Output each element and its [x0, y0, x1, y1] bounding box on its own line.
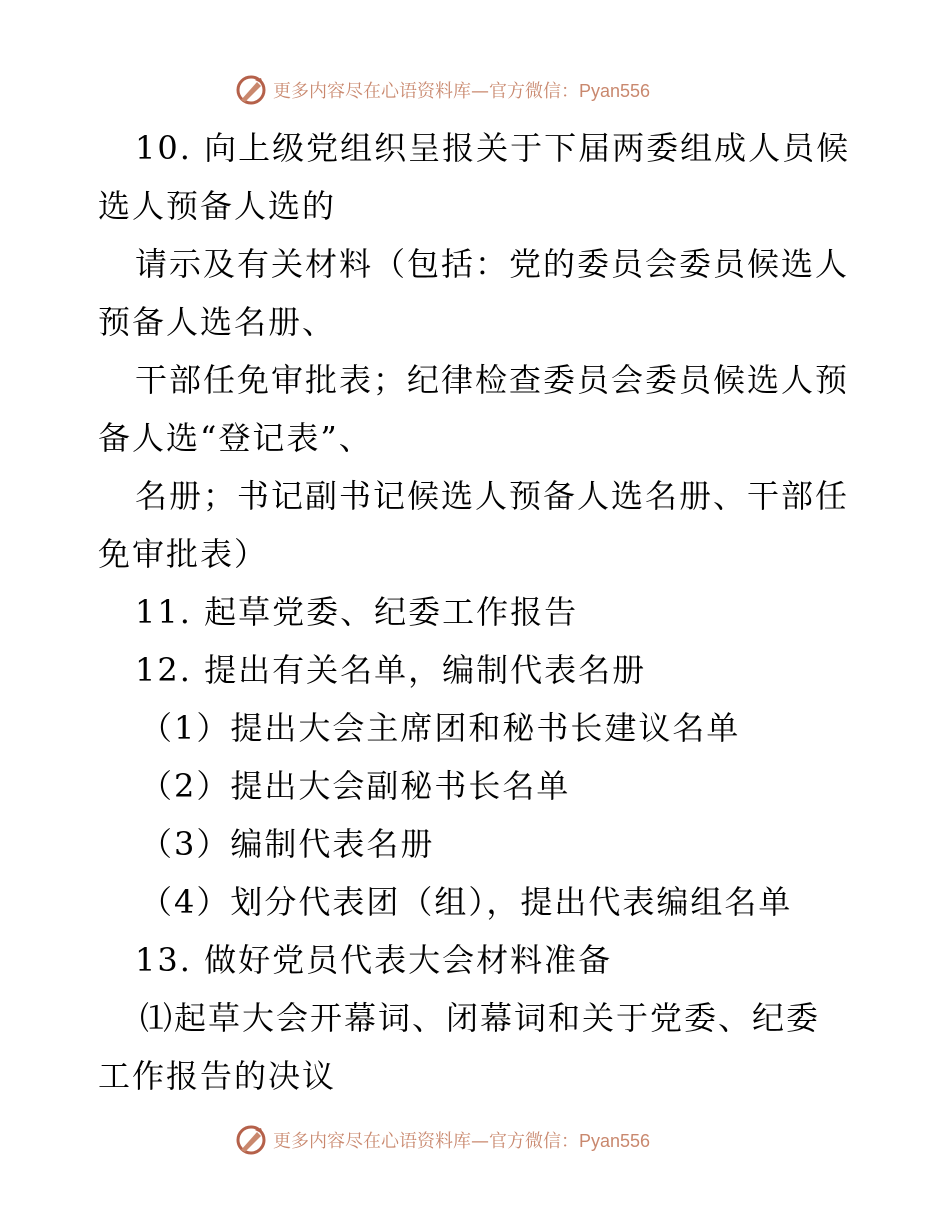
body-line: 工作报告的决议 — [98, 1057, 337, 1095]
body-line: 免审批表） — [98, 535, 269, 573]
watermark-text: 更多内容尽在心语资料库—官方微信：Pyan556 — [273, 81, 651, 102]
body-line: 12. 提出有关名单，编制代表名册 — [135, 651, 647, 689]
body-line: 名册；书记副书记候选人预备人选名册、干部任 — [135, 477, 850, 515]
body-line: （2）提出大会副秘书长名单 — [140, 767, 571, 805]
pen-logo-icon — [235, 1124, 267, 1156]
body-line: 干部任免审批表；纪律检查委员会委员候选人预 — [135, 361, 850, 399]
body-line: 选人预备人选的 — [98, 187, 337, 225]
body-line: 11. 起草党委、纪委工作报告 — [135, 593, 579, 631]
body-line: （1）提出大会主席团和秘书长建议名单 — [140, 709, 741, 747]
body-line: 备人选“登记表”、 — [98, 419, 373, 457]
body-line: 预备人选名册、 — [98, 303, 337, 341]
body-line: 请示及有关材料（包括：党的委员会委员候选人 — [135, 245, 850, 283]
watermark-text: 更多内容尽在心语资料库—官方微信：Pyan556 — [273, 1131, 651, 1152]
body-line: 13. 做好党员代表大会材料准备 — [135, 941, 613, 979]
body-line: （3）编制代表名册 — [140, 825, 435, 863]
watermark-banner-bottom — [235, 1122, 715, 1158]
body-line: 10. 向上级党组织呈报关于下届两委组成人员候 — [135, 129, 851, 167]
body-line: ⑴起草大会开幕词、闭幕词和关于党委、纪委 — [140, 999, 821, 1037]
body-line: （4）划分代表团（组），提出代表编组名单 — [140, 883, 793, 921]
